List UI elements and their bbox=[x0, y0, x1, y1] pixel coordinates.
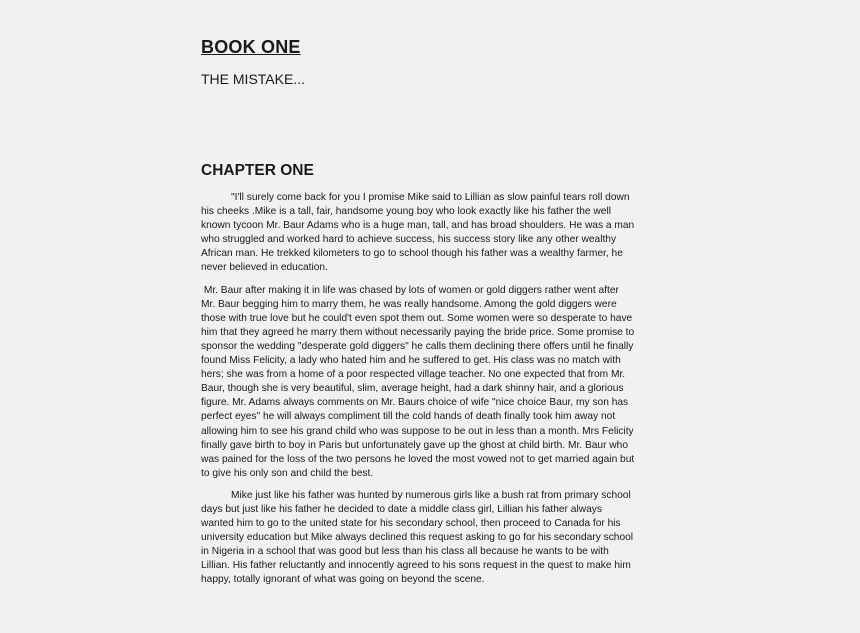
text-line: Mike just like his father was hunted by numerous girls like a bush rat from primary school bbox=[231, 489, 631, 501]
text-line: Mr. Baur begging him to marry them, he was really handsome. Among the gold diggers were bbox=[201, 298, 617, 310]
text-line: happy, totally ignorant of what was going on beyond the scene. bbox=[201, 574, 485, 586]
text-line: to give his only son and child the best. bbox=[201, 467, 374, 479]
text-line: university education but Mike always declined this request asking to go for his secondary school bbox=[201, 532, 634, 544]
text-line: found Miss Felicity, a lady who hated him and he suffered to get. His class was no match with bbox=[201, 355, 621, 367]
text-line: allowing him to see his grand child who was suppose to be out in less than a month. Mrs Felicity bbox=[201, 425, 634, 437]
text-line: figure. Mr. Adams always comments on Mr. Baurs choice of wife "nice choice Baur, my son has bbox=[201, 397, 629, 409]
text-line: perfect eyes" he will always compliment till the cold hands of death finally took him away not bbox=[201, 411, 616, 423]
chapter-body bbox=[201, 191, 663, 588]
text-line: sponsor the wedding "desperate gold diggers" he calls them declining there offers until he finally bbox=[201, 340, 634, 352]
text-line: known tycoon Mr. Baur Adams who is a huge man, tall, and has broad shoulders. He was a man bbox=[201, 220, 635, 232]
text-line: Baur, though she is very beautiful, slim, average height, had a dark shinny hair, and a glorious bbox=[201, 383, 624, 395]
text-line: Lillian. His father reluctantly and innocently agreed to his sons request in the quest to make him bbox=[201, 560, 631, 572]
text-line: those with true love but he could't even spot them out. Some women were so desperate to have bbox=[201, 312, 633, 324]
text-line: hers; she was from a home of a poor respected village teacher. No one expected that from Mr. bbox=[201, 369, 626, 381]
text-line: finally gave birth to boy in Paris but unfortunately gave up the ghost at child birth. Mr. Baur who bbox=[201, 439, 628, 451]
text-line: was pained for the loss of the two persons he loved the most vowed not to get married again but bbox=[201, 453, 635, 465]
book-subtitle: THE MISTAKE... bbox=[201, 71, 305, 87]
text-line: his cheeks .Mike is a tall, fair, handsome young boy who look exactly like his father the well bbox=[201, 206, 611, 218]
chapter-title: CHAPTER ONE bbox=[201, 162, 314, 179]
book-title: BOOK ONE bbox=[201, 37, 301, 57]
paragraph-1 bbox=[201, 191, 663, 276]
paragraph-3 bbox=[201, 489, 663, 588]
text-line: wanted him to go to the united state for his secondary school, then proceed to Canada for his bbox=[201, 518, 621, 530]
text-line: in Nigeria in a school that was good but less than his class all because he wants to be with bbox=[201, 546, 609, 558]
text-line: African man. He trekked kilometers to go to school though his father was a wealthy farmer, he bbox=[201, 248, 623, 260]
text-line: him that they agreed he marry them without necessarily paying the bride price. Some promise to bbox=[201, 326, 635, 338]
text-line: who struggled and worked hard to achieve success, his success story like any other wealthy bbox=[201, 234, 617, 246]
paragraph-2 bbox=[201, 284, 663, 481]
text-line: never believed in education. bbox=[201, 262, 328, 274]
text-line: days but just like his father he decided to date a middle class girl, Lillian his father always bbox=[201, 503, 602, 515]
text-line: "I'll surely come back for you I promise Mike said to Lillian as slow painful tears roll down bbox=[231, 192, 630, 203]
text-line: Mr. Baur after making it in life was chased by lots of women or gold diggers rather went after bbox=[201, 284, 619, 296]
